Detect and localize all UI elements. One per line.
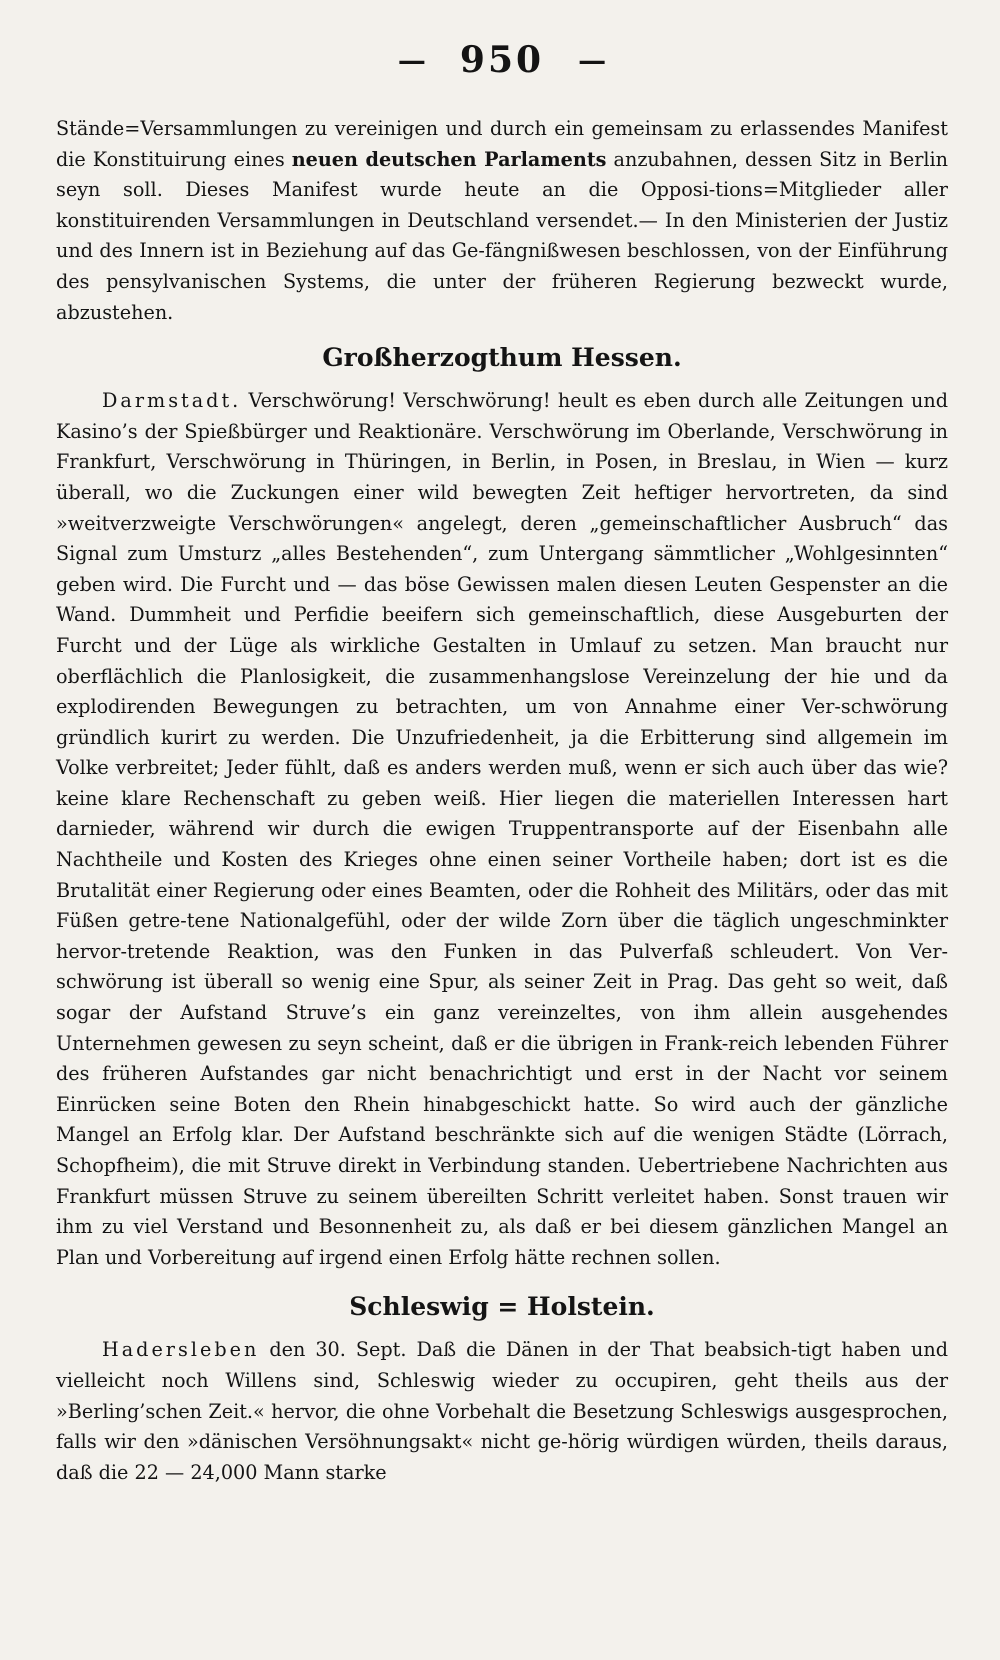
- header-dash-right: —: [578, 43, 607, 77]
- paragraph-darmstadt: [56, 386, 948, 1273]
- paragraph-parliament: [56, 114, 948, 328]
- section-title-schleswig-holstein: Schleswig = Holstein.: [349, 1292, 655, 1322]
- paragraph-darmstadt-text: Verschwörung! Verschwörung! heult es eben durch alle Zeitungen und Kasino’s der Spießbürger und Reaktionäre. Verschwörung im Oberlande, Verschwörung in Frankfurt, Verschwörung in Thüringen, in Berlin, in Posen, in Breslau, in Wien — kurz überall, wo die Zuckungen einer wild bewegten Zeit heftiger hervortreten, da sind »weitverzweigte Verschwörungen« angelegt, deren „gemeinschaftlicher Ausbruch“ das Signal zum Umsturz „alles Bestehenden“, zum Untergang sämmtlicher „Wohlgesinnten“ geben wird. Die Furcht und — das böse Gewissen malen diesen Leuten Gespenster an die Wand. Dummheit und Perfidie beeifern sich gemeinschaftlich, diese Ausgeburten der Furcht und der Lüge als wirkliche Gestalten in Umlauf zu setzen. Man braucht nur oberflächlich die Planlosigkeit, die zusammenhangslose Vereinzelung der hie und da explodirenden Bewegungen zu betrachten, um von Annahme einer Ver-schwörung gründlich kurirt zu werden. Die Unzufriedenheit, ja die Erbitterung sind allgemein im Volke verbreitet; Jeder fühlt, daß es anders werden muß, wenn er sich auch über das wie? keine klare Rechenschaft zu geben weiß. Hier liegen die materiellen Interessen hart darnieder, während wir durch die ewigen Truppentransporte auf der Eisenbahn alle Nachtheile und Kosten des Krieges ohne einen seiner Vortheile haben; dort ist es die Brutalität einer Regierung oder eines Beamten, oder die Rohheit des Militärs, oder das mit Füßen getre-tene Nationalgefühl, oder der wilde Zorn über die täglich ungeschminkter hervor-tretende Reaktion, was den Funken in das Pulverfaß schleudert. Von Ver-schwörung ist überall so wenig eine Spur, als seiner Zeit in Prag. Das geht so weit, daß sogar der Aufstand Struve’s ein ganz vereinzeltes, von ihm allein ausgehendes Unternehmen gewesen zu seyn scheint, daß er die übrigen in Frank-reich lebenden Führer des früheren Aufstandes gar nicht benachrichtigt und erst in der Nacht vor seinem Einrücken seine Boten den Rhein hinabgeschickt hatte. So wird auch der gänzliche Mangel an Erfolg klar. Der Aufstand beschränkte sich auf die wenigen Städte (Lörrach, Schopfheim), die mit Struve direkt in Verbindung standen. Uebertriebene Nachrichten aus Frankfurt müssen Struve zu seinem übereilten Schritt verleitet haben. Sonst trauen wir ihm zu viel Verstand und Besonnenheit zu, als daß er bei diesem gänzlichen Mangel an Plan und Vorbereitung auf irgend einen Erfolg hätte rechnen sollen.: [56, 389, 948, 1269]
- dateline-darmstadt: Darmstadt.: [102, 389, 242, 413]
- paragraph-parliament-text-b: anzubahnen, dessen Sitz in Berlin seyn soll. Dieses Manifest wurde heute an die Opposi-tions=Mitglieder aller konstituirenden Versammlungen in Deutschland versendet.— In den Ministerien der Justiz und des Innern ist in Beziehung auf das Ge-fängnißwesen beschlossen, von der Einführung des pensylvanischen Systems, die unter der früheren Regierung bezweckt wurde, abzustehen.: [56, 147, 949, 324]
- page-number: 950: [459, 39, 545, 81]
- section-title-hessen: Großherzogthum Hessen.: [322, 343, 682, 373]
- parliament-emphasis: neuen deutschen Parlaments: [291, 147, 607, 171]
- header-dash-left: —: [397, 43, 426, 77]
- paragraph-hadersleben: [56, 1335, 948, 1488]
- page-header: [56, 40, 948, 80]
- dateline-hadersleben: Hadersleben: [102, 1338, 260, 1362]
- paragraph-parliament-text-a: Stände=Versammlungen zu vereinigen und durch ein gemeinsam zu erlassendes Manifest die Konstituirung eines: [56, 117, 948, 171]
- paragraph-hadersleben-text: den 30. Sept. Daß die Dänen in der That beabsich-tigt haben und vielleicht noch Willens sind, Schleswig wieder zu occupiren, geht theils aus der »Berling’schen Zeit.« hervor, die ohne Vorbehalt die Besetzung Schleswigs ausgesprochen, falls wir den »dänischen Versöhnungsakt« nicht ge-hörig würdigen würden, theils daraus, daß die 22 — 24,000 Mann starke: [56, 1338, 948, 1484]
